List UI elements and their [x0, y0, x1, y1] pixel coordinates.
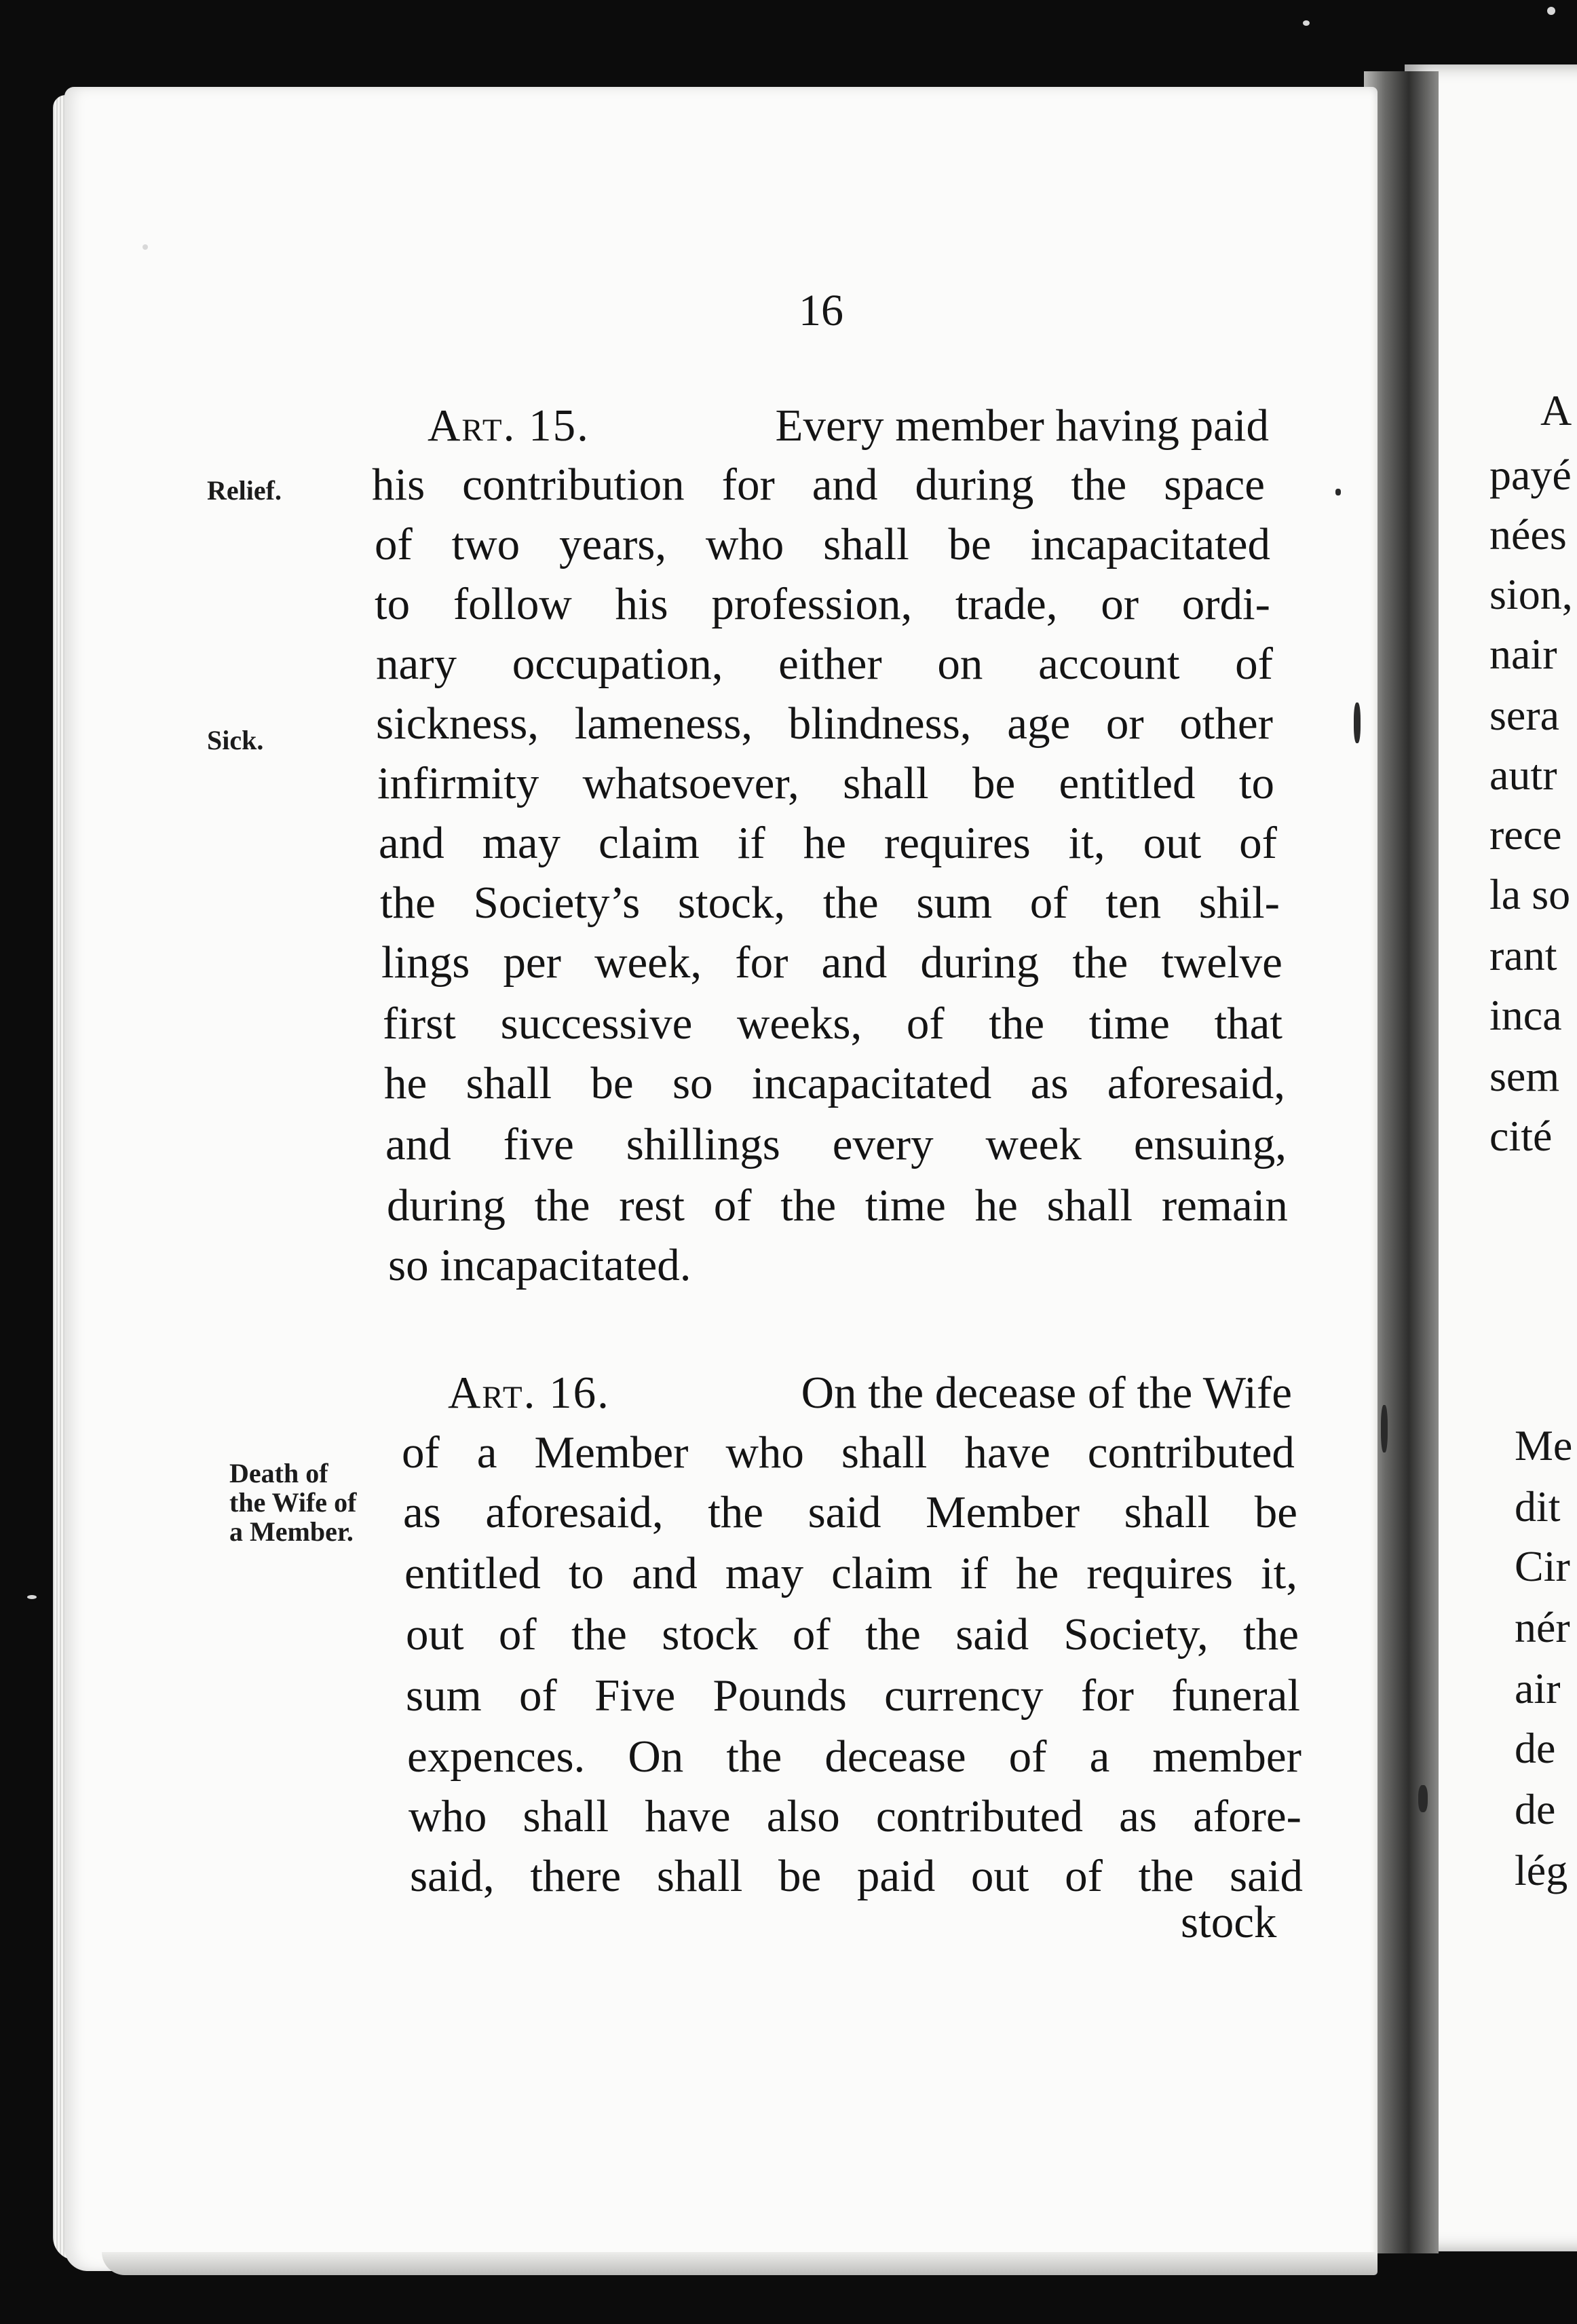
word: the — [822, 878, 879, 928]
art15-line-6 — [376, 695, 1273, 752]
word: every — [832, 1119, 934, 1169]
facing-fragment: rant — [1489, 931, 1557, 979]
art15-line-text: Every member having paid — [775, 400, 1269, 451]
word: so — [672, 1058, 713, 1108]
word: or — [1105, 698, 1144, 749]
word: of — [1008, 1731, 1047, 1782]
word: the — [865, 1609, 921, 1660]
word: during — [387, 1180, 506, 1231]
word: said — [808, 1487, 881, 1537]
word: aforesaid, — [1107, 1058, 1285, 1108]
word: sum — [406, 1670, 482, 1721]
word: shall — [656, 1851, 743, 1901]
art15-line-2 — [372, 456, 1265, 513]
word: shall — [522, 1791, 609, 1841]
word: contribution — [462, 460, 685, 510]
word: it, — [1260, 1548, 1297, 1598]
art16-line-4 — [404, 1545, 1297, 1602]
word: of — [375, 519, 413, 569]
word: said — [955, 1609, 1029, 1660]
word: be — [590, 1058, 634, 1108]
word: he — [384, 1058, 428, 1108]
page-number: 16 — [799, 286, 843, 335]
art15-line-12 — [384, 1055, 1285, 1112]
art16-line-text: On the decease of the Wife — [801, 1368, 1292, 1418]
facing-fragment: nér — [1515, 1603, 1570, 1651]
word: shall — [466, 1058, 552, 1108]
word: time — [1088, 998, 1170, 1049]
word: occupation, — [512, 639, 723, 689]
word: the — [726, 1731, 782, 1782]
facing-fragment: de — [1515, 1724, 1556, 1772]
facing-fragment: nair — [1489, 630, 1557, 678]
word: weeks, — [737, 998, 862, 1049]
dust-speck — [142, 244, 148, 250]
word: expences. — [407, 1731, 586, 1782]
word: afore- — [1193, 1791, 1302, 1841]
word: there — [530, 1851, 622, 1901]
word: shall — [1124, 1487, 1211, 1537]
word: of — [1239, 818, 1277, 868]
word: to — [1238, 758, 1274, 808]
word: a — [1089, 1731, 1110, 1782]
word: week — [985, 1119, 1082, 1169]
word: for — [721, 460, 775, 510]
art15-line-15: so incapacitated. — [388, 1240, 691, 1290]
word: and — [385, 1119, 451, 1169]
word: claim — [598, 818, 700, 868]
art15-line-4 — [375, 576, 1270, 633]
facing-fragment: sem — [1489, 1052, 1560, 1100]
art16-line-3 — [403, 1484, 1297, 1541]
word: sickness, — [376, 698, 539, 749]
word: may — [482, 818, 561, 868]
word: the — [1071, 460, 1127, 510]
word: and — [379, 818, 444, 868]
word: requires — [1086, 1548, 1233, 1598]
word: a — [476, 1427, 497, 1478]
word: incapacitated — [751, 1058, 992, 1108]
word: during — [915, 460, 1034, 510]
word: ordi- — [1181, 579, 1270, 629]
word: the — [571, 1609, 627, 1660]
word: said — [1230, 1851, 1303, 1901]
facing-fragment: rece — [1489, 810, 1562, 859]
word: lameness, — [574, 698, 753, 749]
word: the — [989, 998, 1045, 1049]
word: the — [1138, 1851, 1194, 1901]
word: entitled — [1059, 758, 1196, 808]
word: may — [725, 1548, 804, 1598]
ink-mark — [1381, 1405, 1388, 1452]
word: either — [778, 639, 882, 689]
word: two — [451, 519, 520, 569]
word: member — [1152, 1731, 1302, 1782]
word: whatsoever, — [582, 758, 799, 808]
word: remain — [1161, 1180, 1288, 1231]
word: of — [402, 1427, 440, 1478]
ink-mark — [1354, 702, 1361, 743]
facing-fragment: inca — [1489, 991, 1562, 1039]
word: time — [864, 1180, 946, 1231]
catchword: stock — [1181, 1897, 1277, 1947]
word: or — [1101, 579, 1139, 629]
word: entitled — [404, 1548, 541, 1598]
word: the — [380, 878, 436, 928]
word: ensuing, — [1133, 1119, 1287, 1169]
word: of — [1235, 639, 1273, 689]
word: incapacitated — [1030, 519, 1270, 569]
word: on — [937, 639, 983, 689]
word: who — [705, 519, 784, 569]
art15-line-7 — [377, 755, 1274, 812]
word: Society’s — [473, 878, 641, 928]
word: space — [1164, 460, 1265, 510]
facing-fragment: sera — [1489, 691, 1560, 739]
ink-mark — [1418, 1785, 1428, 1812]
word: nary — [376, 639, 457, 689]
word: account — [1038, 639, 1180, 689]
word: of — [498, 1609, 537, 1660]
facing-fragment: nées — [1489, 510, 1567, 559]
word: currency — [884, 1670, 1044, 1721]
word: and — [632, 1548, 698, 1598]
word: contributed — [875, 1791, 1083, 1841]
word: lings — [381, 937, 470, 988]
word: age — [1007, 698, 1071, 749]
word: out — [406, 1609, 464, 1660]
word: the — [1243, 1609, 1299, 1660]
page-edge-bottom — [102, 2252, 1378, 2275]
art16-line-9 — [410, 1848, 1303, 1905]
facing-fragment: lég — [1515, 1846, 1568, 1894]
word: he — [803, 818, 846, 868]
word: be — [948, 519, 991, 569]
word: profession, — [711, 579, 913, 629]
word: who — [408, 1791, 487, 1841]
word: Pounds — [712, 1670, 847, 1721]
word: decease — [824, 1731, 966, 1782]
ink-mark — [1335, 489, 1341, 495]
word: shall — [841, 1427, 928, 1478]
word: who — [725, 1427, 804, 1478]
word: to — [375, 579, 411, 629]
art16-line-5 — [406, 1606, 1299, 1663]
word: five — [503, 1119, 574, 1169]
dust-speck — [1547, 7, 1555, 15]
word: his — [615, 579, 668, 629]
side-note-relief: Relief. — [207, 475, 282, 506]
word: the — [534, 1180, 590, 1231]
art15-line-5 — [376, 635, 1273, 692]
dust-speck — [1303, 20, 1310, 26]
word: ten — [1105, 878, 1162, 928]
art15-line-1 — [428, 397, 1269, 454]
word: funeral — [1171, 1670, 1300, 1721]
art15-heading: Art. 15. — [428, 400, 590, 451]
word: as — [403, 1487, 441, 1537]
word: stock — [662, 1609, 758, 1660]
word: if — [960, 1548, 988, 1598]
art15-line-14 — [387, 1177, 1288, 1234]
word: years, — [558, 519, 667, 569]
facing-fragment: air — [1515, 1664, 1561, 1712]
art16-line-2 — [402, 1424, 1295, 1481]
facing-fragment: la so — [1489, 870, 1571, 918]
art16-heading: Art. 16. — [448, 1368, 610, 1418]
dust-speck — [27, 1595, 37, 1599]
word: and — [821, 937, 888, 988]
word: twelve — [1161, 937, 1282, 988]
word: out — [970, 1851, 1029, 1901]
word: sum — [916, 878, 993, 928]
word: rest — [619, 1180, 685, 1231]
word: as — [1030, 1058, 1069, 1108]
art16-line-7 — [407, 1728, 1302, 1785]
facing-fragment: de — [1515, 1785, 1556, 1833]
word: requires — [884, 818, 1031, 868]
word: his — [372, 460, 425, 510]
word: out — [1143, 818, 1202, 868]
side-note-death-1: Death of — [229, 1458, 328, 1488]
word: of — [1029, 878, 1068, 928]
word: of — [792, 1609, 831, 1660]
word: for — [1080, 1670, 1134, 1721]
word: he — [974, 1180, 1018, 1231]
art15-line-10 — [381, 934, 1282, 991]
word: as — [1119, 1791, 1157, 1841]
word: infirmity — [377, 758, 539, 808]
facing-fragment: A — [1540, 386, 1572, 434]
word: trade, — [955, 579, 1058, 629]
facing-fragment: payé — [1489, 451, 1572, 499]
word: the — [1072, 937, 1128, 988]
word: that — [1214, 998, 1282, 1049]
word: for — [735, 937, 788, 988]
word: be — [1254, 1487, 1297, 1537]
art15-line-3 — [375, 516, 1270, 573]
word: successive — [500, 998, 693, 1049]
art15-line-13 — [385, 1116, 1287, 1173]
word: if — [737, 818, 765, 868]
facing-fragment: Cir — [1515, 1542, 1570, 1590]
word: shillings — [626, 1119, 780, 1169]
side-note-death-3: a Member. — [229, 1516, 354, 1547]
art15-line-8 — [379, 814, 1277, 872]
word: aforesaid, — [485, 1487, 664, 1537]
art16-line-1 — [448, 1364, 1292, 1421]
word: have — [964, 1427, 1050, 1478]
word: stock, — [677, 878, 786, 928]
word: shall — [843, 758, 929, 808]
facing-fragment: autr — [1489, 751, 1557, 799]
word: and — [812, 460, 878, 510]
word: contributed — [1087, 1427, 1295, 1478]
word: shil- — [1198, 878, 1280, 928]
word: be — [778, 1851, 822, 1901]
word: Five — [594, 1670, 676, 1721]
side-note-sick: Sick. — [207, 725, 264, 755]
word: of — [519, 1670, 557, 1721]
word: claim — [831, 1548, 932, 1598]
facing-fragment: cité — [1489, 1112, 1553, 1160]
word: first — [383, 998, 456, 1049]
facing-fragment: Me — [1515, 1421, 1573, 1469]
word: Society, — [1063, 1609, 1209, 1660]
word: during — [920, 937, 1040, 988]
word: the — [780, 1180, 837, 1231]
word: week, — [594, 937, 702, 988]
facing-fragment: dit — [1515, 1482, 1561, 1531]
word: Member — [926, 1487, 1080, 1537]
word: follow — [453, 579, 572, 629]
word: Member — [534, 1427, 689, 1478]
word: said, — [410, 1851, 495, 1901]
facing-fragment: sion, — [1489, 570, 1573, 618]
word: he — [1015, 1548, 1059, 1598]
word: shall — [823, 519, 909, 569]
word: have — [645, 1791, 731, 1841]
art16-line-6 — [406, 1667, 1300, 1724]
art16-line-8 — [408, 1788, 1302, 1845]
word: other — [1179, 698, 1273, 749]
word: the — [708, 1487, 764, 1537]
word: per — [503, 937, 561, 988]
word: blindness, — [788, 698, 972, 749]
word: of — [713, 1180, 752, 1231]
word: to — [568, 1548, 605, 1598]
word: paid — [856, 1851, 936, 1901]
word: of — [1065, 1851, 1103, 1901]
word: On — [628, 1731, 684, 1782]
word: shall — [1046, 1180, 1133, 1231]
art15-line-11 — [383, 995, 1282, 1052]
side-note-death-2: the Wife of — [229, 1487, 357, 1518]
word: of — [906, 998, 945, 1049]
word: be — [972, 758, 1016, 808]
art15-line-9 — [380, 874, 1280, 931]
word: also — [766, 1791, 840, 1841]
word: it, — [1068, 818, 1105, 868]
